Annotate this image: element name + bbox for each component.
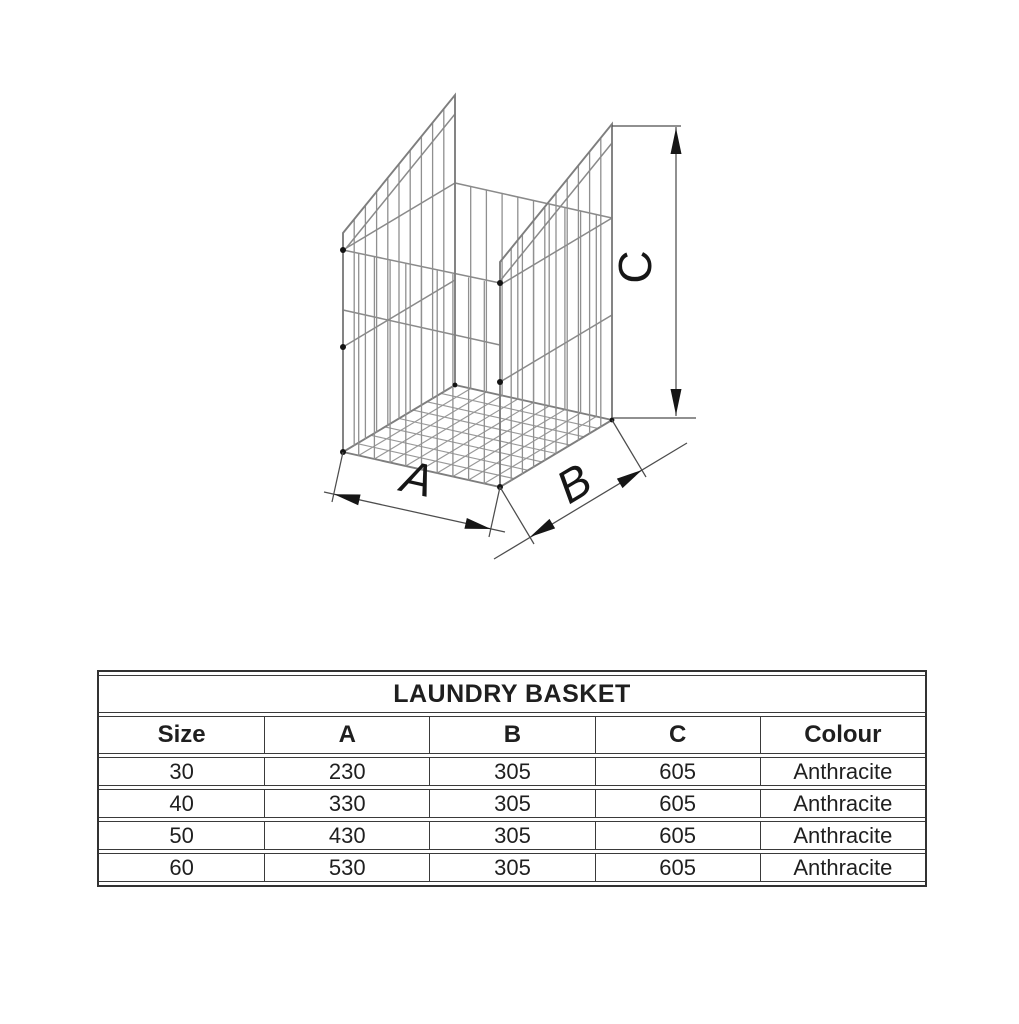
column-header-b: B [429, 716, 594, 754]
column-header-size: Size [99, 716, 264, 754]
column-header-a: A [264, 716, 429, 754]
cell-c: 605 [595, 853, 760, 882]
cell-b: 305 [429, 821, 594, 850]
cell-colour: Anthracite [760, 789, 925, 818]
cell-c: 605 [595, 757, 760, 786]
dimension-b-label: B [547, 453, 601, 514]
table-title: LAUNDRY BASKET [99, 675, 925, 713]
dimension-c [609, 126, 696, 418]
cell-c: 605 [595, 821, 760, 850]
column-header-c: C [595, 716, 760, 754]
table-row [99, 853, 925, 882]
column-header-colour: Colour [760, 716, 925, 754]
table-row [99, 757, 925, 786]
cell-b: 305 [429, 853, 594, 882]
right-side-panel [500, 124, 612, 487]
cell-b: 305 [429, 789, 594, 818]
table-header-row [99, 716, 925, 754]
cell-b: 305 [429, 757, 594, 786]
cell-size: 60 [99, 853, 264, 882]
dimension-a-arrow-left [333, 489, 361, 505]
spec-table [97, 670, 927, 887]
dimension-b-arrow-left [527, 519, 555, 542]
dimension-a-arrow-right [464, 518, 492, 534]
table-row [99, 821, 925, 850]
cell-size: 50 [99, 821, 264, 850]
basket-wireframe [340, 95, 614, 490]
dimension-a-label: A [396, 449, 439, 508]
cell-a: 330 [264, 789, 429, 818]
cell-a: 430 [264, 821, 429, 850]
table-title-row [99, 675, 925, 713]
cell-c: 605 [595, 789, 760, 818]
table-row [99, 789, 925, 818]
cell-a: 530 [264, 853, 429, 882]
cell-size: 40 [99, 789, 264, 818]
cell-colour: Anthracite [760, 853, 925, 882]
dimension-c-label: C [609, 250, 661, 284]
dimension-c-arrow-top [671, 128, 682, 154]
cell-colour: Anthracite [760, 757, 925, 786]
cell-size: 30 [99, 757, 264, 786]
cell-a: 230 [264, 757, 429, 786]
dimension-c-arrow-bottom [671, 389, 682, 415]
left-side-panel [343, 95, 455, 452]
cell-colour: Anthracite [760, 821, 925, 850]
